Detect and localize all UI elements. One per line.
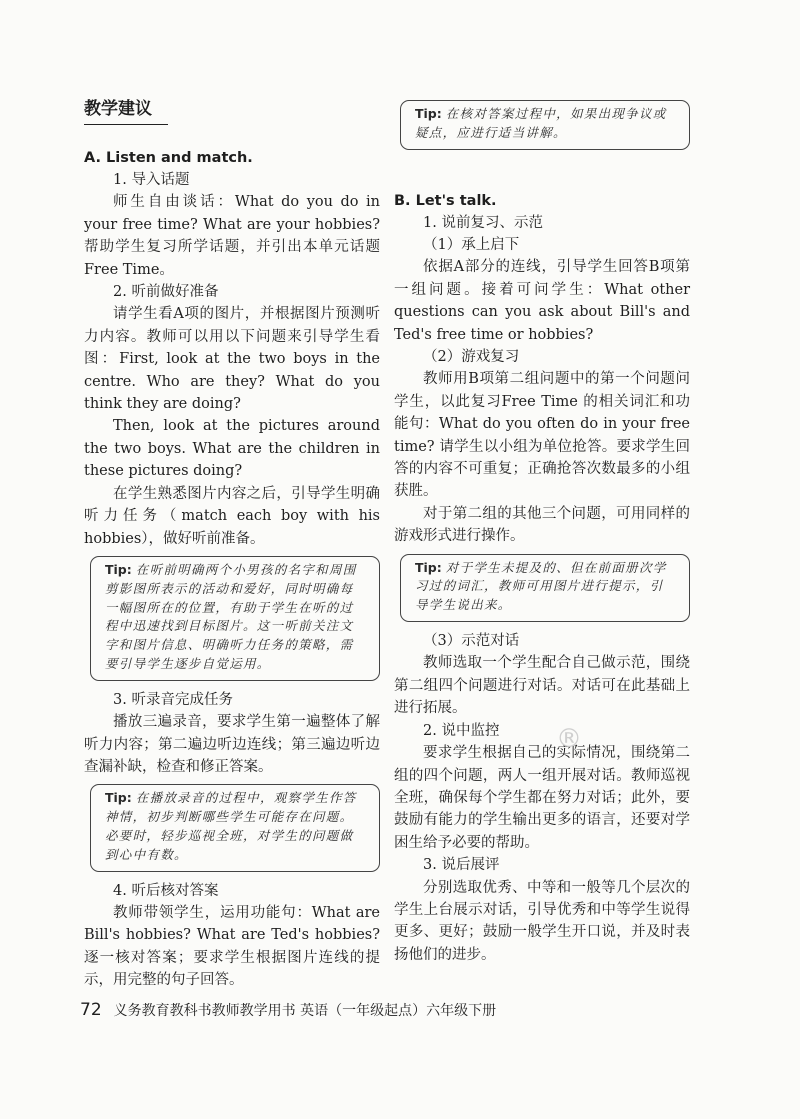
step-heading: 2. 说中监控 xyxy=(423,722,500,739)
watermark-registered-icon: ® xyxy=(556,724,582,754)
step-heading: 3. 听录音完成任务 xyxy=(113,691,233,708)
tip-label: Tip: xyxy=(105,790,132,806)
paragraph: 教师带领学生，运用功能句：What are Bill's hobbies? What are Ted's hobbies? 逐一核对答案；要求学生根据图片连线的提示，用完整的句子回答。 xyxy=(84,904,380,989)
substep-heading: （3）示范对话 xyxy=(423,633,520,650)
step-heading: 2. 听前做好准备 xyxy=(113,284,219,301)
paragraph: 请学生看A项的图片，并根据图片预测听力内容。教师可以用以下问题来引导学生看图：First, look at the two boys in the centre. Who are they? What do you think they are doing? xyxy=(84,306,380,413)
book-title: 义务教育教科书教师教学用书 英语（一年级起点）六年级下册 xyxy=(113,1003,497,1019)
substep-heading: （2）游戏复习 xyxy=(423,349,520,366)
tip-box xyxy=(400,100,690,150)
left-column xyxy=(84,98,380,992)
paragraph: 依据A部分的连线，引导学生回答B项第一组问题。接着可问学生：What other questions can you ask about Bill's and Ted's free time or hobbies? xyxy=(394,259,690,343)
paragraph: 教师用B项第二组问题中的第一个问题问学生，以此复习Free Time 的相关词汇和功能句：What do you often do in your free time? 请学生以小组为单位抢答。要求学生回答的内容不可重复；正确抢答次数最多的小组获胜。 xyxy=(394,371,690,500)
tip-text: 在播放录音的过程中，观察学生作答神情，初步判断哪些学生可能存在问题。必要时，轻步巡视全班，对学生的问题做到心中有数。 xyxy=(105,790,357,862)
section-title: 教学建议 xyxy=(84,98,168,125)
tip-box xyxy=(90,556,380,681)
step-heading: 1. 说前复习、示范 xyxy=(423,214,543,231)
step-heading: 1. 导入话题 xyxy=(113,172,190,188)
tip-label: Tip: xyxy=(105,561,132,577)
tip-label: Tip: xyxy=(415,559,442,575)
paragraph: 师生自由谈话：What do you do in your free time? What are your hobbies? 帮助学生复习所学话题，并引出本单元话题Free Time。 xyxy=(84,194,380,278)
paragraph: 对于第二组的其他三个问题，可用同样的游戏形式进行操作。 xyxy=(394,505,690,545)
page-footer xyxy=(80,1000,720,1021)
tip-label: Tip: xyxy=(415,106,442,121)
substep-heading: （1）承上启下 xyxy=(423,237,520,253)
paragraph: 要求学生根据自己的实际情况，围绕第二组的四个问题，两人一组开展对话。教师巡视全班，确保每个学生都在努力对话；此外，要鼓励有能力的学生输出更多的语言，还要对学困生给予必要的帮助。 xyxy=(394,745,690,851)
step-heading: 4. 听后核对答案 xyxy=(113,882,219,899)
page-number: 72 xyxy=(80,1000,102,1020)
tip-text: 对于学生未提及的、但在前面册次学习过的词汇，教师可用图片进行提示，引导学生说出来。 xyxy=(415,559,667,613)
paragraph: 分别选取优秀、中等和一般等几个层次的学生上台展示对话，引导优秀和中等学生说得更多、更好；鼓励一般学生开口说，并及时表扬他们的进步。 xyxy=(394,879,690,963)
paragraph: Then, look at the pictures around the two boys. What are the children in these pictures doing? xyxy=(84,418,380,480)
paragraph: 在学生熟悉图片内容之后，引导学生明确听力任务（match each boy with his hobbies），做好听前准备。 xyxy=(84,485,380,547)
tip-text: 在核对答案过程中，如果出现争议或疑点，应进行适当讲解。 xyxy=(415,106,667,140)
section-a-heading: A. Listen and match. xyxy=(84,150,253,166)
step-heading: 3. 说后展评 xyxy=(423,857,500,874)
right-column xyxy=(394,100,690,966)
tip-box xyxy=(400,554,690,622)
tip-text: 在听前明确两个小男孩的名字和周围剪影图所表示的活动和爱好，同时明确每一幅图所在的位置，有助于学生在听的过程中迅速找到目标图片。这一听前关注文字和图片信息、明确听力任务的策略，需要引导学生逐步自觉运用。 xyxy=(105,561,357,671)
paragraph: 教师选取一个学生配合自己做示范，围绕第二组四个问题进行对话。对话可在此基础上进行拓展。 xyxy=(394,655,690,717)
paragraph: 播放三遍录音，要求学生第一遍整体了解听力内容；第二遍边听边连线；第三遍边听边查漏补缺，检查和修正答案。 xyxy=(84,714,380,775)
section-b-heading: B. Let's talk. xyxy=(394,192,497,209)
tip-box xyxy=(90,784,380,871)
